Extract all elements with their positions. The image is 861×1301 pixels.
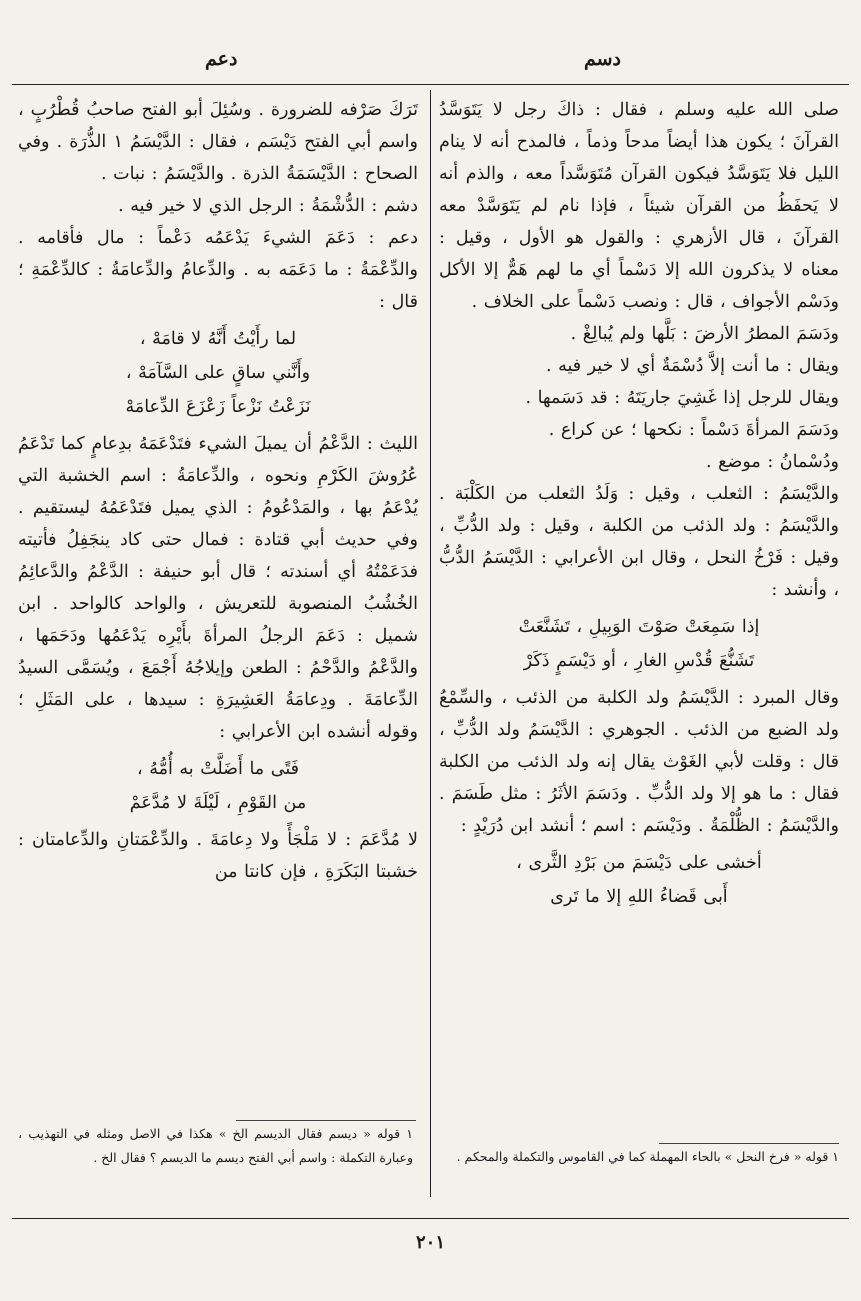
paragraph: ودُسْمانُ : موضع .: [706, 452, 839, 472]
header-right-word: دسم: [583, 48, 621, 70]
paragraph: والدَّيْسَمُ : الثعلب ، وقيل : وَلَدُ الثعلب من الكَلْبَة . والدَّيْسَمُ : ولد الذئب من الكلبة ، وقيل : ولد الدُّبِّ ، وقيل : فَرْخُ النحل ، وقال ابن الأعرابي : الدَّيْسَمُ الدُّبُّ ، وأنشد :: [439, 484, 839, 600]
top-rule: [12, 84, 849, 85]
verse-line: إذا سَمِعَتْ صَوْتَ الوَبِيلِ ، تَشَنَّعَتْ: [518, 617, 760, 637]
paragraph: لا مُدَّعَمَ : لا مَلْجَأً ولا دِعامَةَ . والدِّعْمَتانِ والدِّعامتان : خشبتا البَكَرَةِ ، فإن كانتا من: [18, 830, 418, 882]
paragraph: ويقال : ما أنت إلاَّ دُسْمَةٌ أي لا خير فيه .: [545, 356, 839, 376]
left-column: [18, 94, 418, 888]
verse-line: وأَنَّني ساقٍ على السَّآمَهْ ،: [125, 363, 311, 383]
verse-line: فَتًى ما أَضَلَّتْ به أُمُّهُ ،: [137, 759, 299, 779]
verse-line: نَزَعْتُ نَزْعاً زَعْزَعَ الدِّعامَهْ: [125, 397, 311, 417]
paragraph: ودَسَمَ المرأةَ دَسْماً : نكحها ؛ عن كراع .: [548, 420, 839, 440]
paragraph: تَرَكَ صَرْفه للضرورة . وسُئِلَ أبو الفتح صاحبُ قُطْرُبٍ ، واسم أبي الفتح دَيْسَم ، فقال : الدَّيْسَمُ ١ الذُّرَة . وفي الصحاح : الدَّيْسَمَةُ الذرة . والدَّيْسَمُ : نبات .: [18, 100, 419, 184]
verse-block: [439, 610, 839, 678]
paragraph: ويقال للرجل إذا غَشِيَ جاريَتَهُ : قد دَسَمها .: [525, 388, 839, 408]
bottom-rule: [12, 1218, 849, 1219]
paragraph: صلى الله عليه وسلم ، فقال : ذاكَ رجل لا يَتَوَسَّدُ القرآنَ ؛ يكون هذا أيضاً مدحاً وذماً ، فالمدح أنه لا ينام الليل فلا يَتَوَسَّدُ فيكون القرآن مُتَوَسَّداً معه ، والذم أنه لا يَحفَظُ من القرآن شيئاً ، فإذا نام لم يَتَوَسَّدْ معه القرآنَ ، قال الأزهري : والقول هو الأول ، وقيل : معناه لا يذكرون الله إلا دَسْماً أي ما لهم هَمٌّ إلا الأكل ودَسْم الأجواف ، قال : ونصب دَسْماً على الخلاف .: [439, 100, 839, 312]
footnote-left: ١ قوله « ديسم فقال الديسم الخ » هكذا في الاصل ومثله في التهذيب ، وعبارة التكملة : واسم أبي الفتح ديسم ما الديسم ؟ فقال الخ .: [18, 1126, 413, 1165]
footnote-rule: [659, 1143, 839, 1144]
verse-line: تَشَنُّعَ قُدْسِ الغارِ ، أو دَيْسَمٍ ذَكَرْ: [523, 651, 755, 671]
verse-line: من القَوْمِ ، لَيْلَةَ لا مُدَّعَمْ: [129, 793, 307, 813]
paragraph: دشم : الدُّشْمَةُ : الرجل الذي لا خير فيه .: [118, 196, 418, 216]
paragraph: دعم : دَعَمَ الشيءَ يَدْعَمُه دَعْماً : مال فأقامه . والدِّعْمَةُ : ما دَعَمَه به . والدِّعامُ والدِّعامَةُ : كالدِّعْمَةِ ؛ قال :: [18, 228, 418, 312]
footnote-rule: [236, 1120, 416, 1121]
paragraph: وقال المبرد : الدَّيْسَمُ ولد الكلبة من الذئب ، والسِّمْعُ ولد الضبع من الذئب . الجوهري : الدَّيْسَمُ ولد الدُّبِّ ، قال : وقلت لأبي الغَوْث يقال إنه ولد الذئب من الكلبة فقال : ما هو إلا ولد الدُّبِّ . ودَسَمَ الأثَرُ : مثل طَسَمَ . والدَّيْسَمُ : الظُّلْمَةُ . ودَيْسَم : اسم ؛ أنشد ابن دُرَيْدٍ :: [439, 688, 839, 836]
verse-block: [439, 846, 839, 914]
paragraph: ودَسَمَ المطرُ الأرضَ : بَلَّها ولم يُبالِغْ .: [570, 324, 839, 344]
verse-block: [18, 752, 418, 820]
verse-line: أخشى على دَيْسَمَ من بَرْدِ الثَّرى ،: [516, 853, 762, 873]
verse-line: لما رأَيْتُ أَنَّهُ لا قامَهْ ،: [139, 329, 297, 349]
page-number: ٢٠١: [415, 1232, 445, 1253]
column-divider: [430, 90, 431, 1197]
verse-block: [18, 322, 418, 424]
footnote-right: ١ قوله « فرخ النحل » بالحاء المهملة كما في القاموس والتكملة والمحكم .: [456, 1149, 839, 1164]
header-left-word: دعم: [205, 48, 238, 70]
right-column: [439, 94, 839, 918]
verse-line: أَبى قَضاءُ اللهِ إلا ما تَرى: [550, 887, 728, 907]
paragraph: الليث : الدَّعْمُ أن يميلَ الشيء فتَدْعَمَهُ بدِعامٍ كما تَدْعَمُ عُرُوشَ الكَرْمِ ونحوه ، والدِّعامَةُ : اسم الخشبة التي يُدْعَمُ بها ، والمَدْعُومُ : الذي يميل فتَدْعَمُهُ ليستقيم . وفي حديث أبي قتادة : فمال حتى كاد ينجَفِلُ فأتيته فدَعَمْتُهُ أي أسندته ؛ قال أبو حنيفة : الدَّعْمُ والدَّعائِمُ الخُشُبُ المنصوبة للتعريش ، والواحد كالواحد . ابن شميل : دَعَمَ الرجلُ المرأةَ بأَيْرِه يَدْعَمُها ودَحَمَها ، والدَّعْمُ والدَّحْمُ : الطعن وإيلاجُهُ أَجْمَعَ ، ويُسَمَّى السيدُ الدِّعامَةَ . ودِعامَةُ العَشِيرَةِ : سيدها ، على المَثَلِ ؛ وقوله أنشده ابن الأعرابي :: [18, 434, 418, 742]
